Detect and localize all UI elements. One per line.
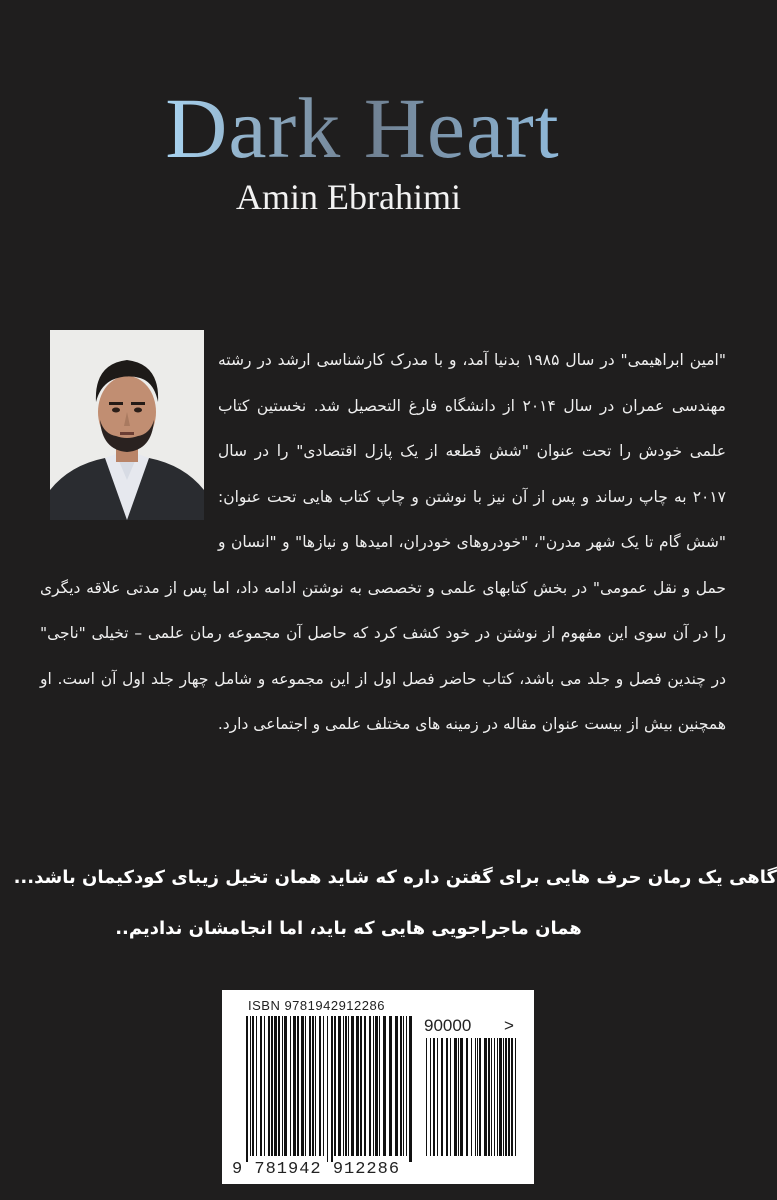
barcode-bar xyxy=(400,1016,402,1156)
price-barcode-bar xyxy=(450,1038,451,1156)
price-barcode-bar xyxy=(491,1038,492,1156)
barcode-bar xyxy=(268,1016,270,1156)
barcode-bar xyxy=(379,1016,380,1156)
barcode-bar xyxy=(274,1016,277,1156)
barcode-bar xyxy=(406,1016,407,1156)
price-barcode-bar xyxy=(503,1038,504,1156)
barcode-bar xyxy=(312,1016,314,1156)
barcode-bar xyxy=(369,1016,371,1156)
barcode-bar xyxy=(260,1016,262,1156)
author-bio-text: "امین ابراهیمی" در سال ۱۹۸۵ بدنیا آمد، و با مدرک کارشناسی ارشد در رشته مهندسی عمران در سال ۲۰۱۴ از دانشگاه فارغ التحصیل شد. نخستین کتاب علمی خودش را تحت عنوان "شش قطعه از یک پازل اقتصادی" را در سال ۲۰۱۷ به چاپ رساند و پس از آن نیز با نوشتن و چاپ کتاب هایی تحت عنوان: "شش گام تا یک شهر مدرن"، "خودروهای خودران، امیدها و نیازها" و "انسان و حمل و نقل عمومی" در بخش کتابهای علمی و تخصصی به نوشتن ادامه داد، اما پس از مدتی علاقه دیگری را در آن سوی این مفهوم از نوشتن در خود کشف کرد که حاصل آن مجموعه رمان علمی – تخیلی "ناجی" در چندین فصل و جلد می باشد، کتاب حاضر فصل اول از این مجموعه و شامل چهار جلد اول آن است. او همچنین بیش از بیست عنوان مقاله در زمینه های مختلف علمی و اجتماعی دارد. xyxy=(40,351,726,733)
barcode-bar xyxy=(250,1016,251,1156)
barcode-bar xyxy=(327,1016,328,1162)
price-barcode-bar xyxy=(460,1038,463,1156)
price-barcode-bar xyxy=(508,1038,510,1156)
price-barcode-bar xyxy=(505,1038,507,1156)
price-barcode-bar xyxy=(454,1038,457,1156)
barcode-bar xyxy=(409,1016,412,1162)
book-title: Dark Heart xyxy=(0,78,751,178)
price-barcode-bar xyxy=(430,1038,431,1156)
barcode-panel xyxy=(222,990,534,1184)
barcode-bar xyxy=(351,1016,354,1156)
barcode-bar xyxy=(305,1016,306,1156)
barcode-bar xyxy=(375,1016,378,1156)
barcode-bar xyxy=(360,1016,362,1156)
barcode-bar xyxy=(284,1016,287,1156)
barcode-bar xyxy=(290,1016,291,1156)
author-name: Amin Ebrahimi xyxy=(236,177,461,217)
barcode-bar xyxy=(338,1016,341,1156)
price-marker: > xyxy=(504,1016,514,1035)
barcode-bar xyxy=(389,1016,392,1156)
author-bio xyxy=(40,338,726,748)
barcode-bar xyxy=(343,1016,344,1156)
barcode-bar xyxy=(252,1016,254,1156)
barcode-bar xyxy=(331,1016,333,1162)
price-barcode-bar xyxy=(446,1038,448,1156)
price-barcode-bar xyxy=(471,1038,472,1156)
tagline-line-1: گاهی یک رمان حرف هایی برای گفتن داره که شاید همان تخیل زیبای کودکیمان باشد... xyxy=(13,867,777,888)
price-barcode-bar xyxy=(515,1038,516,1156)
barcode-bar xyxy=(373,1016,374,1156)
barcode-bar xyxy=(297,1016,299,1156)
price-barcode-bar xyxy=(497,1038,498,1156)
barcode-bar xyxy=(364,1016,366,1156)
price-code: 90000 xyxy=(424,1016,472,1035)
price-barcode-bar xyxy=(499,1038,502,1156)
barcode-bar xyxy=(319,1016,321,1156)
barcode-bar xyxy=(256,1016,257,1156)
barcode-bar xyxy=(271,1016,273,1156)
barcode-bar xyxy=(301,1016,304,1156)
barcode-bar xyxy=(345,1016,347,1156)
barcode-bar xyxy=(315,1016,316,1156)
price-barcode-bar xyxy=(475,1038,476,1156)
barcode-bar xyxy=(246,1016,248,1162)
barcode-bar xyxy=(278,1016,280,1156)
price-barcode-bar xyxy=(466,1038,468,1156)
barcode-bar xyxy=(309,1016,311,1156)
price-barcode-bar xyxy=(494,1038,495,1156)
barcode-bar xyxy=(383,1016,386,1156)
barcode-bar xyxy=(293,1016,296,1156)
price-barcode-bar xyxy=(433,1038,435,1156)
barcode-bar xyxy=(282,1016,283,1156)
price-barcode-bar xyxy=(479,1038,481,1156)
barcode-bar xyxy=(264,1016,265,1156)
price-barcode-bar xyxy=(484,1038,487,1156)
barcode-bar xyxy=(334,1016,336,1156)
price-barcode-bar xyxy=(477,1038,478,1156)
ean-digits: 9 781942 912286 xyxy=(232,1160,401,1179)
barcode-bar xyxy=(356,1016,359,1156)
price-barcode-bar xyxy=(441,1038,443,1156)
price-barcode-bar xyxy=(458,1038,459,1156)
price-barcode-bar xyxy=(437,1038,438,1156)
isbn-label: ISBN 9781942912286 xyxy=(248,998,385,1013)
tagline-line-2: همان ماجراجویی هایی که باید، اما انجامشان ندادیم.. xyxy=(115,918,582,939)
barcode-bar xyxy=(323,1016,324,1156)
barcode-bar xyxy=(395,1016,398,1156)
barcode-bar xyxy=(348,1016,349,1156)
price-barcode-label xyxy=(424,1016,514,1036)
price-barcode-bar xyxy=(426,1038,427,1156)
price-barcode-bar xyxy=(488,1038,490,1156)
barcode-bar xyxy=(403,1016,404,1156)
price-barcode-bar xyxy=(511,1038,513,1156)
